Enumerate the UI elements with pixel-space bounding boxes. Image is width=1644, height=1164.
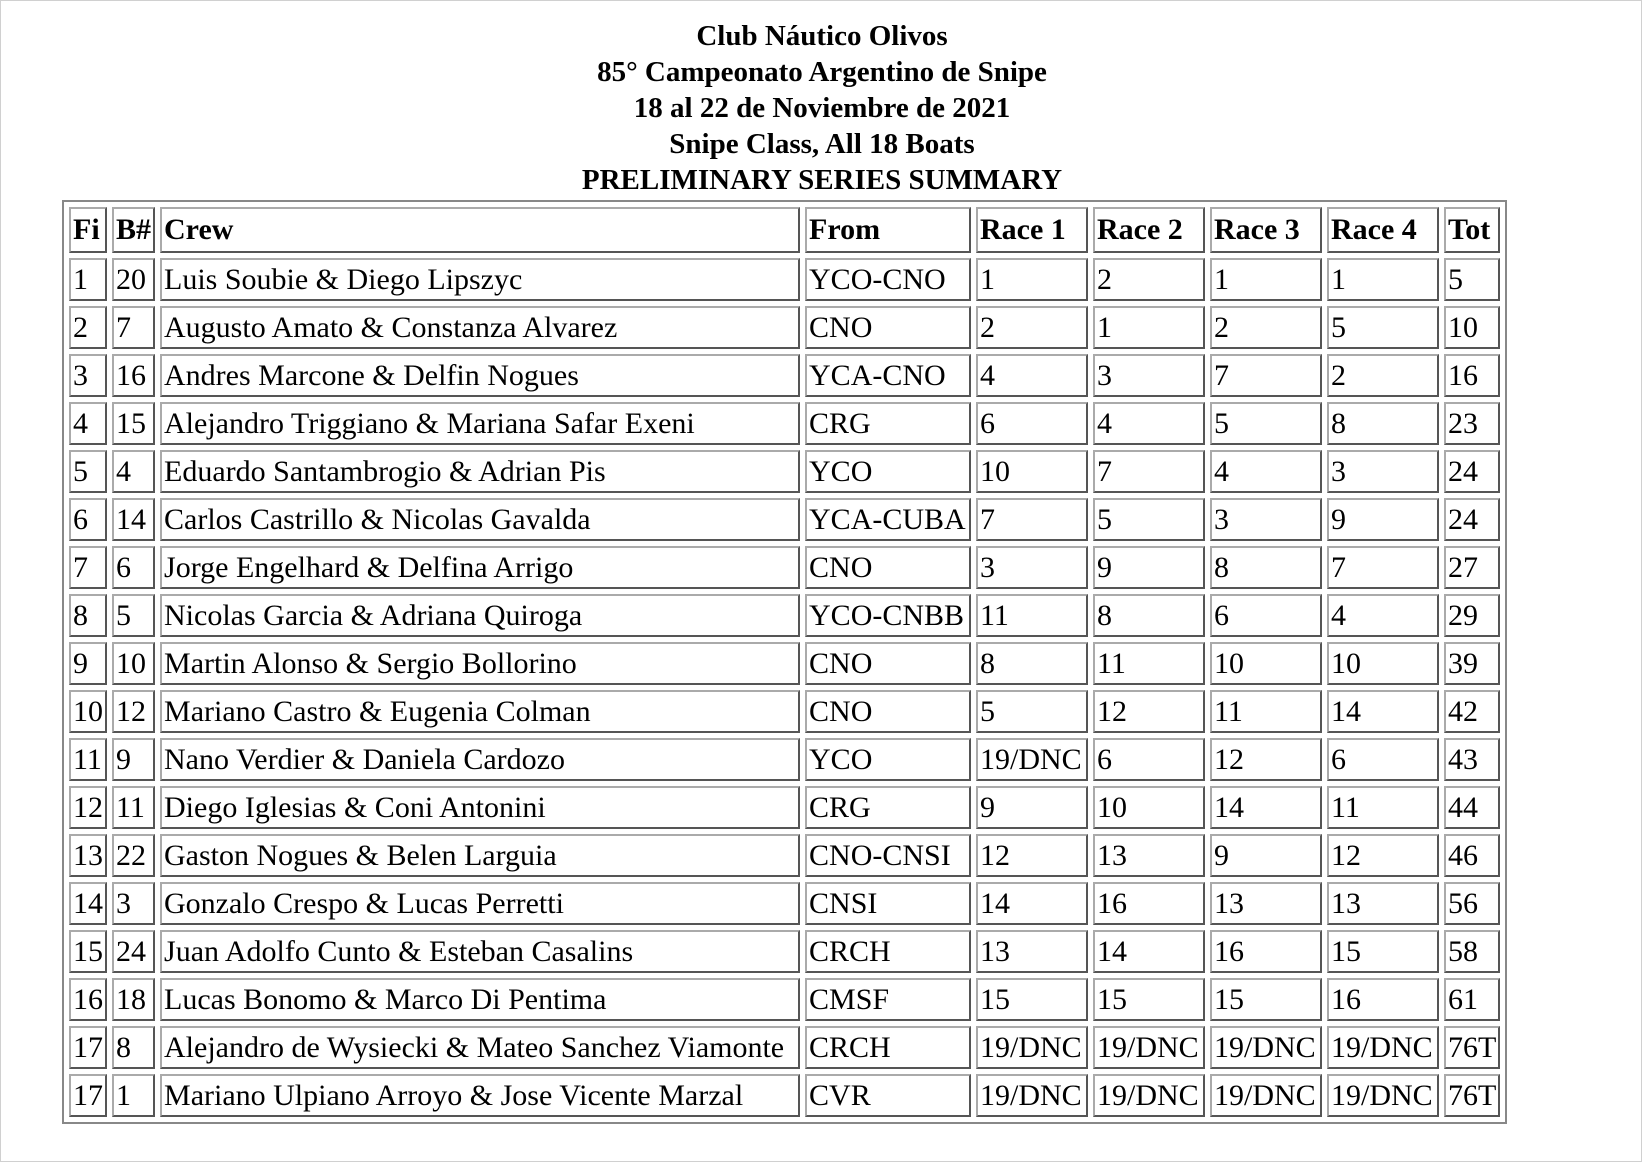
cell-total: 5 (1444, 258, 1500, 301)
cell-race-1: 7 (976, 498, 1088, 541)
cell-race-2: 9 (1093, 546, 1205, 589)
cell-boat-number: 1 (112, 1074, 155, 1117)
cell-race-4: 5 (1327, 306, 1439, 349)
cell-final-position: 13 (69, 834, 107, 877)
cell-race-3: 6 (1210, 594, 1322, 637)
cell-race-3: 12 (1210, 738, 1322, 781)
cell-final-position: 12 (69, 786, 107, 829)
cell-race-4: 16 (1327, 978, 1439, 1021)
cell-crew: Diego Iglesias & Coni Antonini (160, 786, 800, 829)
cell-crew: Gaston Nogues & Belen Larguia (160, 834, 800, 877)
cell-race-1: 19/DNC (976, 1074, 1088, 1117)
cell-crew: Luis Soubie & Diego Lipszyc (160, 258, 800, 301)
cell-total: 43 (1444, 738, 1500, 781)
cell-final-position: 10 (69, 690, 107, 733)
cell-race-3: 15 (1210, 978, 1322, 1021)
cell-final-position: 17 (69, 1026, 107, 1069)
cell-boat-number: 4 (112, 450, 155, 493)
cell-race-3: 19/DNC (1210, 1026, 1322, 1069)
cell-race-1: 5 (976, 690, 1088, 733)
cell-race-4: 19/DNC (1327, 1074, 1439, 1117)
cell-boat-number: 3 (112, 882, 155, 925)
cell-crew: Jorge Engelhard & Delfina Arrigo (160, 546, 800, 589)
cell-from: YCO-CNBB (805, 594, 971, 637)
cell-race-4: 12 (1327, 834, 1439, 877)
cell-from: YCA-CUBA (805, 498, 971, 541)
cell-from: CRCH (805, 1026, 971, 1069)
cell-boat-number: 8 (112, 1026, 155, 1069)
cell-from: CVR (805, 1074, 971, 1117)
cell-boat-number: 15 (112, 402, 155, 445)
cell-final-position: 14 (69, 882, 107, 925)
cell-boat-number: 24 (112, 930, 155, 973)
cell-race-3: 2 (1210, 306, 1322, 349)
club-name: Club Náutico Olivos (696, 20, 948, 52)
cell-from: YCO (805, 450, 971, 493)
table-header-row (69, 207, 1500, 253)
cell-race-1: 13 (976, 930, 1088, 973)
table-row (69, 354, 1500, 397)
cell-boat-number: 7 (112, 306, 155, 349)
cell-from: CNO-CNSI (805, 834, 971, 877)
cell-crew: Nano Verdier & Daniela Cardozo (160, 738, 800, 781)
cell-final-position: 16 (69, 978, 107, 1021)
cell-race-2: 19/DNC (1093, 1026, 1205, 1069)
table-row (69, 1026, 1500, 1069)
cell-race-2: 2 (1093, 258, 1205, 301)
cell-race-2: 13 (1093, 834, 1205, 877)
cell-race-2: 7 (1093, 450, 1205, 493)
cell-race-4: 11 (1327, 786, 1439, 829)
cell-total: 44 (1444, 786, 1500, 829)
header-from: From (805, 207, 971, 253)
cell-crew: Mariano Castro & Eugenia Colman (160, 690, 800, 733)
cell-race-3: 9 (1210, 834, 1322, 877)
cell-race-4: 9 (1327, 498, 1439, 541)
cell-crew: Alejandro Triggiano & Mariana Safar Exeni (160, 402, 800, 445)
cell-total: 24 (1444, 450, 1500, 493)
cell-final-position: 1 (69, 258, 107, 301)
header-crew: Crew (160, 207, 800, 253)
header-boat-number: B# (112, 207, 155, 253)
cell-race-2: 4 (1093, 402, 1205, 445)
cell-race-4: 1 (1327, 258, 1439, 301)
cell-final-position: 6 (69, 498, 107, 541)
cell-race-1: 8 (976, 642, 1088, 685)
cell-race-1: 6 (976, 402, 1088, 445)
table-row (69, 642, 1500, 685)
cell-final-position: 17 (69, 1074, 107, 1117)
header-total: Tot (1444, 207, 1500, 253)
cell-from: CRG (805, 786, 971, 829)
cell-boat-number: 10 (112, 642, 155, 685)
cell-boat-number: 11 (112, 786, 155, 829)
cell-crew: Martin Alonso & Sergio Bollorino (160, 642, 800, 685)
cell-total: 23 (1444, 402, 1500, 445)
cell-from: CRCH (805, 930, 971, 973)
cell-crew: Gonzalo Crespo & Lucas Perretti (160, 882, 800, 925)
cell-final-position: 2 (69, 306, 107, 349)
cell-final-position: 15 (69, 930, 107, 973)
cell-race-2: 14 (1093, 930, 1205, 973)
cell-crew: Juan Adolfo Cunto & Esteban Casalins (160, 930, 800, 973)
event-title: 85° Campeonato Argentino de Snipe (597, 56, 1047, 88)
cell-race-1: 15 (976, 978, 1088, 1021)
results-header (0, 18, 1644, 198)
cell-race-2: 12 (1093, 690, 1205, 733)
table-row (69, 738, 1500, 781)
cell-crew: Mariano Ulpiano Arroyo & Jose Vicente Marzal (160, 1074, 800, 1117)
table-row (69, 1074, 1500, 1117)
cell-race-1: 10 (976, 450, 1088, 493)
cell-total: 16 (1444, 354, 1500, 397)
cell-race-3: 11 (1210, 690, 1322, 733)
cell-boat-number: 20 (112, 258, 155, 301)
cell-race-1: 12 (976, 834, 1088, 877)
cell-race-4: 14 (1327, 690, 1439, 733)
cell-final-position: 9 (69, 642, 107, 685)
cell-total: 56 (1444, 882, 1500, 925)
cell-race-3: 10 (1210, 642, 1322, 685)
event-dates: 18 al 22 de Noviembre de 2021 (633, 92, 1011, 124)
cell-from: CNO (805, 642, 971, 685)
cell-race-2: 19/DNC (1093, 1074, 1205, 1117)
table-row (69, 450, 1500, 493)
cell-crew: Eduardo Santambrogio & Adrian Pis (160, 450, 800, 493)
cell-total: 39 (1444, 642, 1500, 685)
cell-race-2: 1 (1093, 306, 1205, 349)
cell-total: 10 (1444, 306, 1500, 349)
cell-total: 76T (1444, 1026, 1500, 1069)
header-fi: Fi (69, 207, 107, 253)
cell-from: CRG (805, 402, 971, 445)
cell-from: CNO (805, 690, 971, 733)
cell-race-2: 3 (1093, 354, 1205, 397)
table-row (69, 690, 1500, 733)
cell-race-2: 8 (1093, 594, 1205, 637)
cell-crew: Augusto Amato & Constanza Alvarez (160, 306, 800, 349)
cell-from: CNSI (805, 882, 971, 925)
cell-race-2: 10 (1093, 786, 1205, 829)
header-race-2: Race 2 (1093, 207, 1205, 253)
table-row (69, 930, 1500, 973)
cell-race-4: 15 (1327, 930, 1439, 973)
cell-crew: Alejandro de Wysiecki & Mateo Sanchez Viamonte (160, 1026, 800, 1069)
table-row (69, 546, 1500, 589)
cell-race-4: 10 (1327, 642, 1439, 685)
cell-race-2: 5 (1093, 498, 1205, 541)
cell-total: 76T (1444, 1074, 1500, 1117)
cell-boat-number: 14 (112, 498, 155, 541)
cell-race-1: 14 (976, 882, 1088, 925)
table-row (69, 498, 1500, 541)
cell-boat-number: 22 (112, 834, 155, 877)
table-row (69, 978, 1500, 1021)
cell-race-1: 1 (976, 258, 1088, 301)
cell-race-1: 19/DNC (976, 1026, 1088, 1069)
cell-race-1: 4 (976, 354, 1088, 397)
cell-race-4: 7 (1327, 546, 1439, 589)
cell-race-4: 3 (1327, 450, 1439, 493)
cell-race-1: 9 (976, 786, 1088, 829)
cell-from: YCO (805, 738, 971, 781)
header-race-4: Race 4 (1327, 207, 1439, 253)
cell-race-4: 6 (1327, 738, 1439, 781)
cell-from: CMSF (805, 978, 971, 1021)
cell-from: CNO (805, 546, 971, 589)
cell-race-3: 13 (1210, 882, 1322, 925)
table-row (69, 594, 1500, 637)
cell-total: 24 (1444, 498, 1500, 541)
cell-race-1: 3 (976, 546, 1088, 589)
cell-race-3: 4 (1210, 450, 1322, 493)
cell-crew: Carlos Castrillo & Nicolas Gavalda (160, 498, 800, 541)
cell-race-2: 16 (1093, 882, 1205, 925)
class-info: Snipe Class, All 18 Boats (669, 128, 975, 160)
cell-race-3: 7 (1210, 354, 1322, 397)
cell-total: 42 (1444, 690, 1500, 733)
cell-crew: Andres Marcone & Delfin Nogues (160, 354, 800, 397)
cell-race-4: 4 (1327, 594, 1439, 637)
cell-race-3: 1 (1210, 258, 1322, 301)
summary-title: PRELIMINARY SERIES SUMMARY (581, 164, 1063, 196)
cell-race-4: 13 (1327, 882, 1439, 925)
cell-from: YCO-CNO (805, 258, 971, 301)
cell-race-4: 8 (1327, 402, 1439, 445)
cell-race-3: 14 (1210, 786, 1322, 829)
cell-race-3: 16 (1210, 930, 1322, 973)
cell-total: 61 (1444, 978, 1500, 1021)
cell-race-2: 6 (1093, 738, 1205, 781)
header-race-3: Race 3 (1210, 207, 1322, 253)
cell-race-3: 3 (1210, 498, 1322, 541)
cell-final-position: 4 (69, 402, 107, 445)
cell-crew: Nicolas Garcia & Adriana Quiroga (160, 594, 800, 637)
cell-race-4: 2 (1327, 354, 1439, 397)
cell-race-3: 19/DNC (1210, 1074, 1322, 1117)
table-row (69, 306, 1500, 349)
cell-race-1: 2 (976, 306, 1088, 349)
cell-boat-number: 6 (112, 546, 155, 589)
cell-boat-number: 16 (112, 354, 155, 397)
cell-race-2: 11 (1093, 642, 1205, 685)
cell-from: CNO (805, 306, 971, 349)
cell-final-position: 5 (69, 450, 107, 493)
header-race-1: Race 1 (976, 207, 1088, 253)
cell-crew: Lucas Bonomo & Marco Di Pentima (160, 978, 800, 1021)
table-row (69, 258, 1500, 301)
table-row (69, 882, 1500, 925)
cell-total: 46 (1444, 834, 1500, 877)
cell-race-3: 5 (1210, 402, 1322, 445)
results-body (69, 258, 1500, 1117)
cell-race-1: 19/DNC (976, 738, 1088, 781)
cell-race-3: 8 (1210, 546, 1322, 589)
cell-final-position: 8 (69, 594, 107, 637)
cell-final-position: 11 (69, 738, 107, 781)
cell-boat-number: 18 (112, 978, 155, 1021)
table-row (69, 834, 1500, 877)
cell-total: 29 (1444, 594, 1500, 637)
cell-from: YCA-CNO (805, 354, 971, 397)
cell-boat-number: 12 (112, 690, 155, 733)
results-table (62, 200, 1507, 1124)
cell-race-4: 19/DNC (1327, 1026, 1439, 1069)
table-row (69, 786, 1500, 829)
cell-final-position: 7 (69, 546, 107, 589)
cell-boat-number: 9 (112, 738, 155, 781)
cell-final-position: 3 (69, 354, 107, 397)
table-row (69, 402, 1500, 445)
cell-race-2: 15 (1093, 978, 1205, 1021)
cell-race-1: 11 (976, 594, 1088, 637)
cell-boat-number: 5 (112, 594, 155, 637)
cell-total: 27 (1444, 546, 1500, 589)
cell-total: 58 (1444, 930, 1500, 973)
